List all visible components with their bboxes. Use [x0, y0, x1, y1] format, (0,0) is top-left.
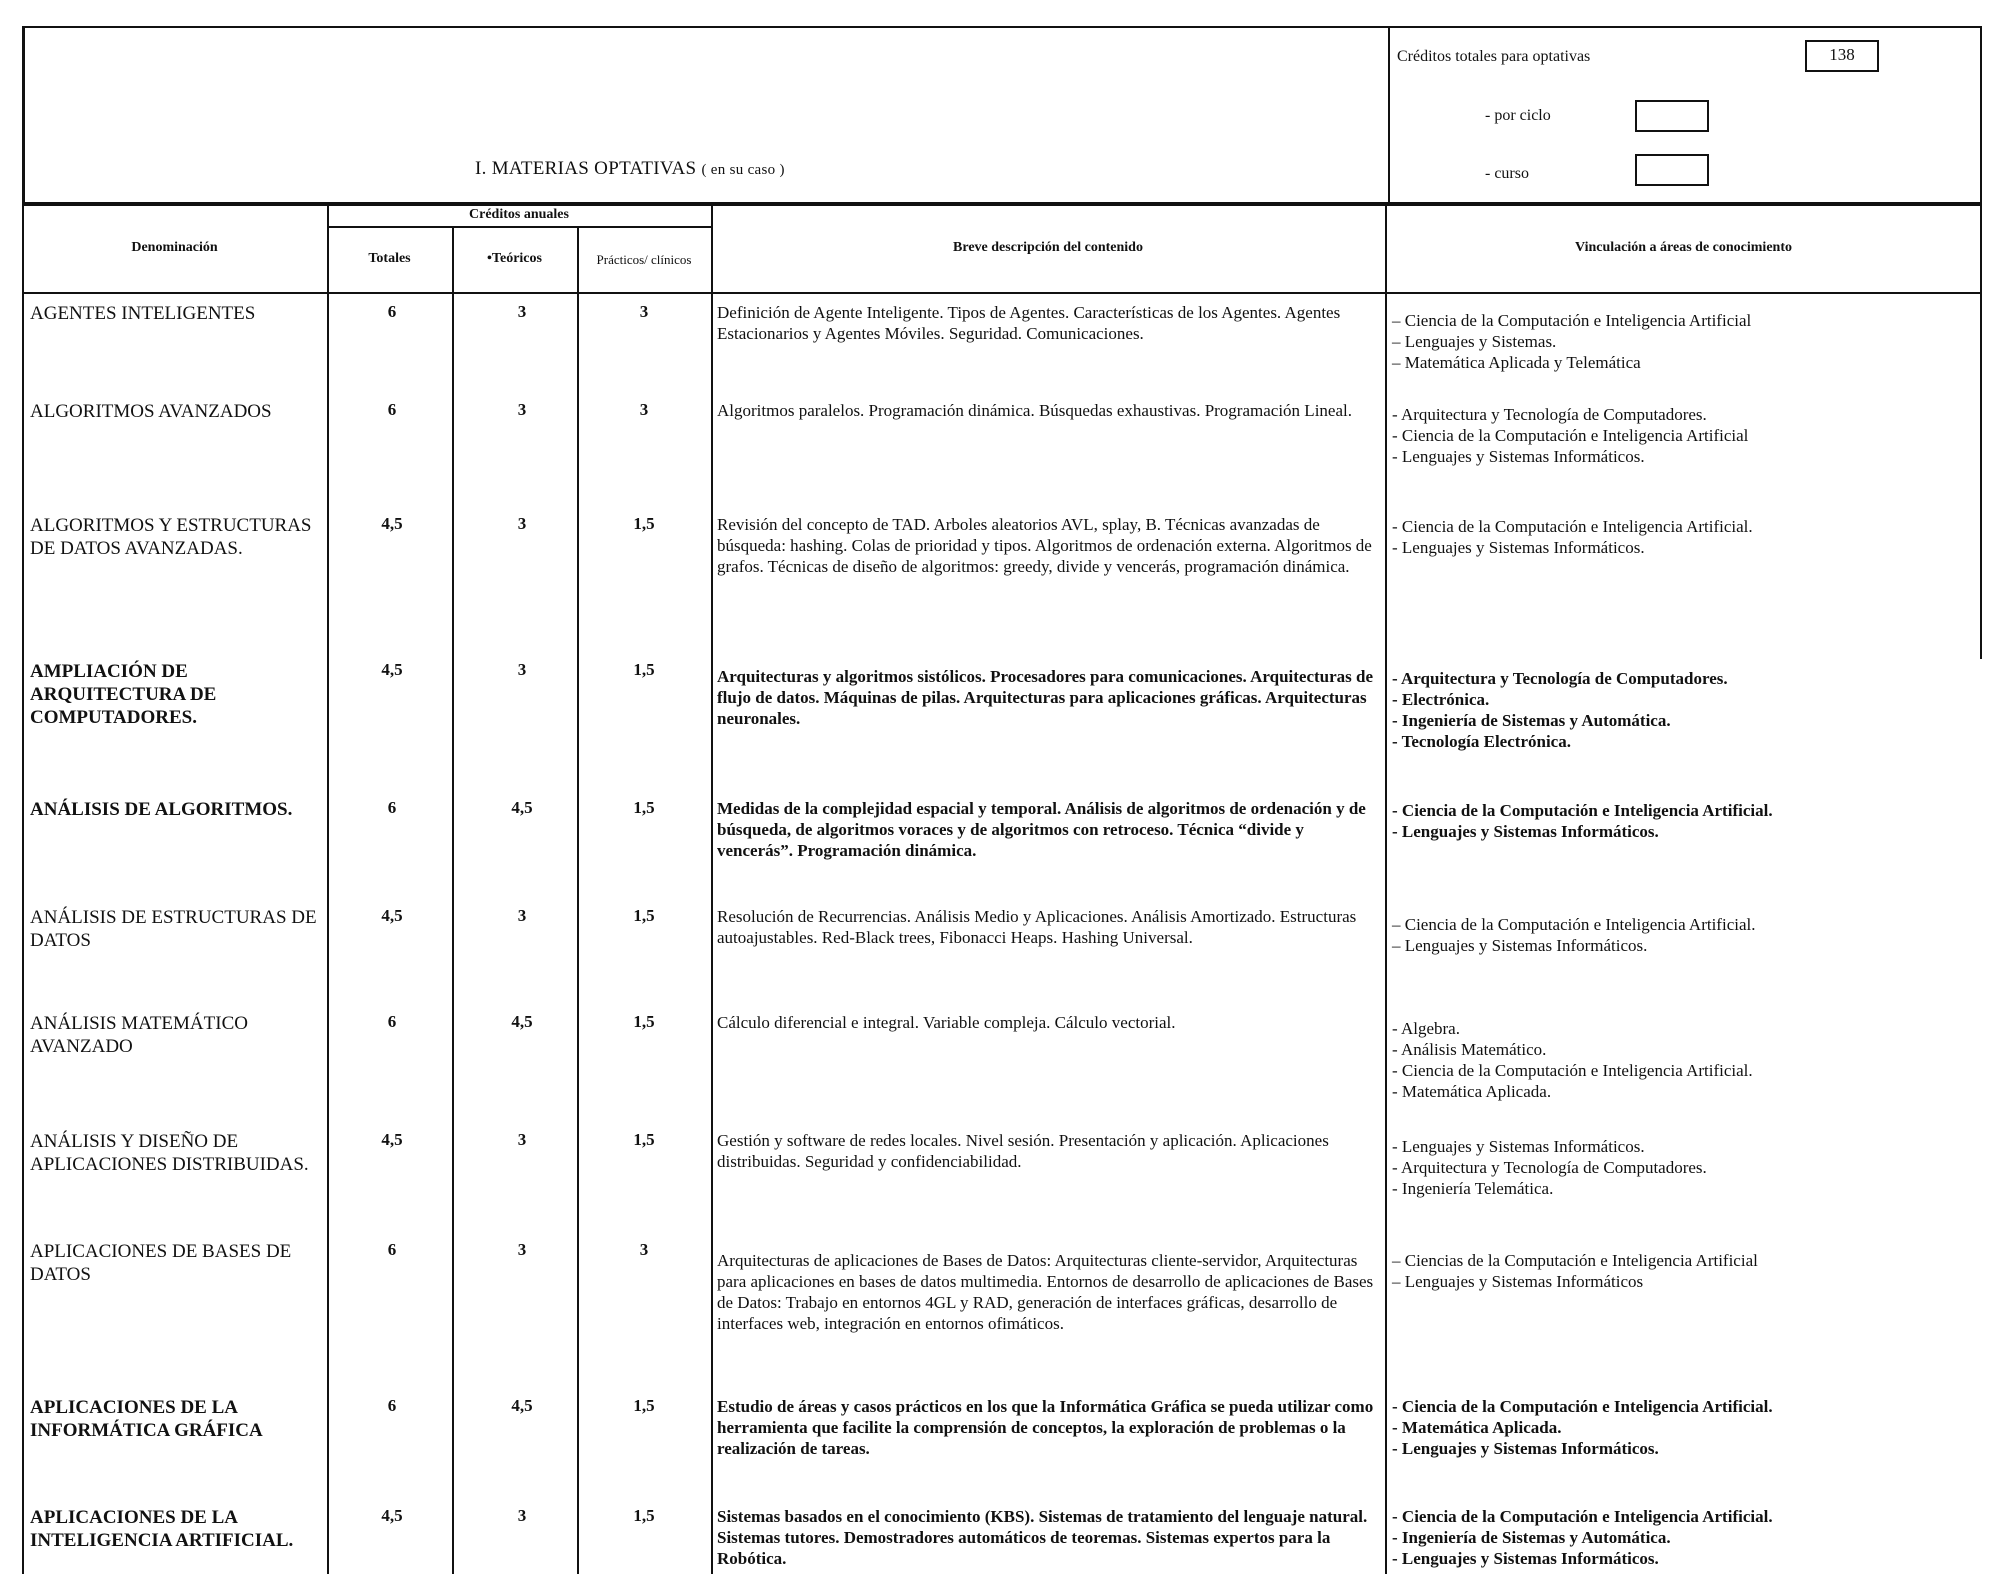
subject-description: Gestión y software de redes locales. Nivel sesión. Presentación y aplicación. Aplicaciones distribuidas. Seguridad y confidenciabilidad.: [717, 1131, 1329, 1171]
creditos-teoricos: 4,5: [511, 798, 533, 817]
area-item: - Análisis Matemático.: [1392, 1040, 1547, 1059]
areas-list: [1392, 310, 1972, 373]
creditos-teoricos: 3: [517, 514, 527, 533]
area-item: - Arquitectura y Tecnología de Computadores.: [1392, 405, 1707, 424]
col-teoricos: •Teóricos: [487, 251, 542, 266]
creditos-totales: 4,5: [381, 514, 403, 533]
subject-name: ALGORITMOS Y ESTRUCTURAS DE DATOS AVANZADAS.: [30, 515, 312, 559]
creditos-teoricos: 3: [517, 1506, 527, 1525]
area-item: - Lenguajes y Sistemas Informáticos.: [1392, 538, 1645, 557]
creditos-teoricos: 3: [517, 302, 527, 321]
area-item: - Lenguajes y Sistemas Informáticos.: [1392, 1549, 1659, 1568]
area-item: - Ingeniería de Sistemas y Automática.: [1392, 711, 1671, 730]
areas-list: [1392, 1250, 1972, 1292]
area-item: - Ciencia de la Computación e Inteligencia Artificial.: [1392, 1507, 1773, 1526]
title-block: [22, 26, 1982, 204]
area-item: - Lenguajes y Sistemas Informáticos.: [1392, 822, 1659, 841]
area-item: - Ciencia de la Computación e Inteligencia Artificial.: [1392, 801, 1773, 820]
creditos-teoricos: 4,5: [511, 1012, 533, 1031]
curso-field: [1635, 154, 1709, 186]
por-ciclo-label: - por ciclo: [1485, 107, 1551, 124]
areas-list: [1392, 1396, 1972, 1459]
subject-description: Cálculo diferencial e integral. Variable compleja. Cálculo vectorial.: [717, 1013, 1176, 1032]
col-totales: Totales: [368, 251, 411, 266]
subject-description: Arquitecturas y algoritmos sistólicos. Procesadores para comunicaciones. Arquitecturas de flujo de datos. Máquinas de pilas. Arquitecturas para aplicaciones gráficas. Arquitecturas neuronales.: [717, 667, 1374, 728]
subject-name: ANÁLISIS Y DISEÑO DE APLICACIONES DISTRIBUIDAS.: [30, 1131, 309, 1175]
creditos-totales-value: 138: [1805, 40, 1879, 72]
area-item: - Ingeniería de Sistemas y Automática.: [1392, 1528, 1671, 1547]
table-body: [22, 294, 1982, 1574]
subject-name: ANÁLISIS DE ESTRUCTURAS DE DATOS: [30, 907, 317, 951]
area-item: - Arquitectura y Tecnología de Computadores.: [1392, 1158, 1707, 1177]
creditos-practicos: 1,5: [633, 1130, 655, 1149]
subject-description: Resolución de Recurrencias. Análisis Medio y Aplicaciones. Análisis Amortizado. Estructuras autoajustables. Red-Black trees, Fibonacci Heaps. Hashing Universal.: [717, 907, 1357, 947]
table-header: [22, 204, 1982, 294]
subject-name: ANÁLISIS DE ALGORITMOS.: [30, 799, 293, 820]
subject-name: AMPLIACIÓN DE ARQUITECTURA DE COMPUTADORES.: [30, 661, 217, 728]
area-item: - Lenguajes y Sistemas Informáticos.: [1392, 447, 1645, 466]
area-item: – Lenguajes y Sistemas Informáticos: [1392, 1272, 1644, 1291]
area-item: – Ciencia de la Computación e Inteligencia Artificial.: [1392, 915, 1756, 934]
creditos-teoricos: 3: [517, 906, 527, 925]
area-item: - Matemática Aplicada.: [1392, 1418, 1562, 1437]
areas-list: [1392, 1136, 1972, 1199]
creditos-totales: 6: [387, 302, 397, 321]
col-denominacion: Denominación: [131, 240, 218, 255]
area-item: – Lenguajes y Sistemas.: [1392, 332, 1557, 351]
subject-name: APLICACIONES DE LA INTELIGENCIA ARTIFICIAL.: [30, 1507, 294, 1551]
area-item: - Ciencia de la Computación e Inteligencia Artificial.: [1392, 517, 1753, 536]
creditos-totales: 4,5: [381, 906, 403, 925]
area-item: – Ciencia de la Computación e Inteligencia Artificial: [1392, 311, 1752, 330]
creditos-practicos: 3: [639, 1240, 649, 1259]
creditos-practicos: 1,5: [633, 1396, 655, 1415]
areas-list: [1392, 404, 1972, 467]
creditos-totales: 6: [387, 400, 397, 419]
col-descripcion: Breve descripción del contenido: [953, 240, 1143, 255]
area-item: - Algebra.: [1392, 1019, 1460, 1038]
areas-list: [1392, 1018, 1972, 1102]
creditos-teoricos: 3: [517, 1240, 527, 1259]
creditos-practicos: 1,5: [633, 906, 655, 925]
area-item: - Ciencia de la Computación e Inteligencia Artificial: [1392, 426, 1749, 445]
creditos-totales: 6: [387, 1240, 397, 1259]
subject-name: APLICACIONES DE LA INFORMÁTICA GRÁFICA: [30, 1397, 263, 1441]
area-item: - Lenguajes y Sistemas Informáticos.: [1392, 1137, 1645, 1156]
subject-description: Algoritmos paralelos. Programación dinámica. Búsquedas exhaustivas. Programación Lineal.: [717, 401, 1352, 420]
creditos-teoricos: 3: [517, 660, 527, 679]
areas-list: [1392, 1506, 1972, 1569]
area-item: - Ciencia de la Computación e Inteligencia Artificial.: [1392, 1061, 1753, 1080]
col-practicos: Prácticos/ clínicos: [596, 251, 692, 267]
subject-name: APLICACIONES DE BASES DE DATOS: [30, 1241, 292, 1285]
area-item: - Lenguajes y Sistemas Informáticos.: [1392, 1439, 1659, 1458]
creditos-teoricos: 4,5: [511, 1396, 533, 1415]
creditos-totales: 6: [387, 1396, 397, 1415]
curriculum-sheet: [22, 26, 1982, 1571]
area-item: - Tecnología Electrónica.: [1392, 732, 1571, 751]
por-ciclo-field: [1635, 100, 1709, 132]
creditos-practicos: 1,5: [633, 798, 655, 817]
area-item: - Ciencia de la Computación e Inteligencia Artificial.: [1392, 1397, 1773, 1416]
subject-description: Estudio de áreas y casos prácticos en los que la Informática Gráfica se pueda utilizar como herramienta que facilite la comprensión de conceptos, la exploración de problemas o la realización de tareas.: [717, 1397, 1374, 1458]
subject-description: Arquitecturas de aplicaciones de Bases de Datos: Arquitecturas cliente-servidor, Arquitecturas para aplicaciones en bases de datos multimedia. Entornos de desarrollo de aplicaciones de Bases de Datos: Trabajo en entornos 4GL y RAD, generación de interfaces gráficas, desarrollo de interfaces web, integración en entornos ofimáticos.: [717, 1251, 1374, 1333]
area-item: - Arquitectura y Tecnología de Computadores.: [1392, 669, 1728, 688]
creditos-totales: 6: [387, 798, 397, 817]
creditos-teoricos: 3: [517, 1130, 527, 1149]
creditos-totales-label: Créditos totales para optativas: [1397, 48, 1591, 65]
creditos-practicos: 1,5: [633, 1506, 655, 1525]
subject-description: Revisión del concepto de TAD. Arboles aleatorios AVL, splay, B. Técnicas avanzadas de búsqueda: hashing. Colas de prioridad y tipos. Algoritmos de ordenación externa. Algoritmos de grafos. Técnicas de diseño de algoritmos: greedy, divide y vencerás, programación dinámica.: [717, 515, 1372, 576]
subject-name: AGENTES INTELIGENTES: [30, 303, 256, 324]
subject-description: Medidas de la complejidad espacial y temporal. Análisis de algoritmos de ordenación y de búsqueda, de algoritmos voraces y de algoritmos con retroceso. Técnica “divide y vencerás”. Programación dinámica.: [717, 799, 1366, 860]
area-item: – Ciencias de la Computación e Inteligencia Artificial: [1392, 1251, 1758, 1270]
creditos-teoricos: 3: [517, 400, 527, 419]
subject-name: ALGORITMOS AVANZADOS: [30, 401, 272, 422]
creditos-practicos: 3: [639, 400, 649, 419]
area-item: - Matemática Aplicada.: [1392, 1082, 1552, 1101]
subject-description: Sistemas basados en el conocimiento (KBS). Sistemas de tratamiento del lenguaje natural. Sistemas tutores. Demostradores automáticos de teoremas. Sistemas expertos para la Robótica.: [717, 1507, 1368, 1568]
area-item: – Matemática Aplicada y Telemática: [1392, 353, 1641, 372]
col-creditos-anuales: Créditos anuales: [469, 207, 569, 222]
page-title: I. MATERIAS OPTATIVAS ( en su caso ): [475, 158, 785, 179]
subject-description: Definición de Agente Inteligente. Tipos de Agentes. Características de los Agentes. Agentes Estacionarios y Agentes Móviles. Seguridad. Comunicaciones.: [717, 303, 1341, 343]
area-item: - Ingeniería Telemática.: [1392, 1179, 1554, 1198]
area-item: - Electrónica.: [1392, 690, 1490, 709]
areas-list: [1392, 668, 1972, 752]
area-item: – Lenguajes y Sistemas Informáticos.: [1392, 936, 1648, 955]
areas-list: [1392, 516, 1972, 558]
creditos-totales: 4,5: [381, 1130, 403, 1149]
col-vinculacion: Vinculación a áreas de conocimiento: [1575, 240, 1792, 255]
creditos-totales: 4,5: [381, 660, 403, 679]
creditos-practicos: 1,5: [633, 514, 655, 533]
creditos-totales: 6: [387, 1012, 397, 1031]
areas-list: [1392, 914, 1972, 956]
creditos-practicos: 1,5: [633, 1012, 655, 1031]
creditos-practicos: 1,5: [633, 660, 655, 679]
areas-list: [1392, 800, 1972, 842]
creditos-practicos: 3: [639, 302, 649, 321]
creditos-totales: 4,5: [381, 1506, 403, 1525]
subject-name: ANÁLISIS MATEMÁTICO AVANZADO: [30, 1013, 248, 1057]
curso-label: - curso: [1485, 165, 1529, 182]
